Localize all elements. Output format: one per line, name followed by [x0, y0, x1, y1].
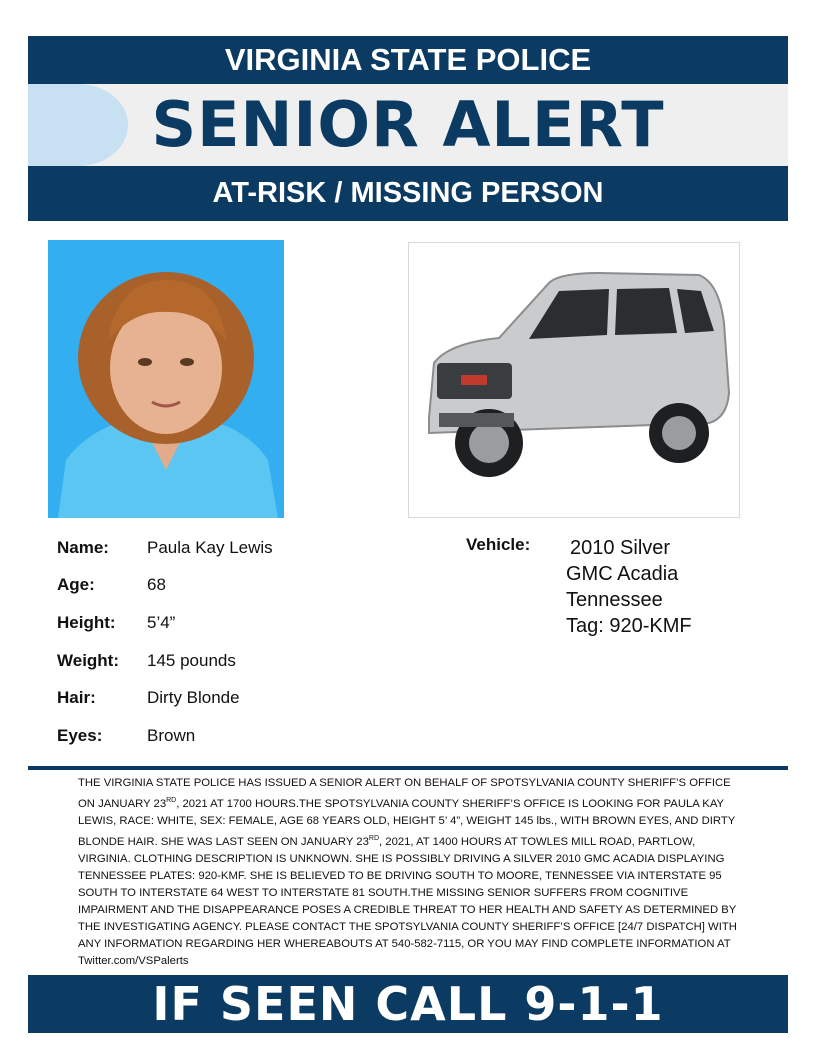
vehicle-label: Vehicle:	[466, 535, 531, 554]
description-part-1: THE VIRGINIA STATE POLICE HAS ISSUED A SENIOR ALERT ON BEHALF OF SPOTSYLVANIA COUNTY SHERIFF’S OFFICE ON JANUARY 23	[78, 777, 731, 810]
description-superscript-1: RD	[166, 797, 177, 804]
name-value: Paula Kay Lewis	[147, 538, 273, 557]
height-value: 5’4”	[147, 613, 176, 632]
age-label: Age:	[57, 575, 95, 594]
hair-label: Hair:	[57, 688, 96, 707]
name-label: Name:	[57, 538, 109, 557]
description-part-2: , 2021 AT 1700 HOURS.THE SPOTSYLVANIA COUNTY SHERIFF’S OFFICE IS LOOKING FOR PAULA KAY LEWIS, RACE: WHITE, SEX: FEMALE, AGE 68 YEARS OLD, HEIGHT 5’ 4”, WEIGHT 145 lbs., WITH BROWN EYES, AND DIRTY BLONDE HAIR. SHE WAS LAST SEEN ON JANUARY 23	[78, 797, 736, 848]
weight-label: Weight:	[57, 651, 120, 670]
section-divider	[28, 766, 788, 770]
person-portrait-icon	[48, 240, 284, 518]
vehicle-line-1: 2010 Silver	[570, 537, 671, 559]
vehicle-photo	[408, 242, 740, 518]
alert-title: SENIOR ALERT	[151, 88, 665, 161]
vehicle-line-4: Tag: 920-KMF	[566, 615, 692, 637]
vehicle-line-2: GMC Acadia	[566, 563, 679, 585]
age-value: 68	[147, 575, 166, 594]
agency-name: VIRGINIA STATE POLICE	[224, 42, 592, 77]
description-part-3: , 2021, AT 1400 HOURS AT TOWLES MILL ROAD, PARTLOW, VIRGINIA. CLOTHING DESCRIPTION IS UNKNOWN. SHE IS POSSIBLY DRIVING A SILVER 2010 GMC ACADIA DISPLAYING TENNESSEE PLATES: 920-KMF. SHE IS BELIEVED TO BE DRIVING SOUTH TO MOORE, TENNESSEE VIA INTERSTATE 95 SOUTH TO INTERSTATE 64 WEST TO INTERSTATE 81 SOUTH.THE MISSING SENIOR SUFFERS FROM COGNITIVE IMPAIRMENT AND THE DISAPPEARANCE POSES A CREDIBLE THREAT TO HER HEALTH AND SAFETY AS DETERMINED BY THE INVESTIGATING AGENCY. PLEASE CONTACT THE SPOTSYLVANIA COUNTY SHERIFF’S OFFICE [24/7 DISPATCH] WITH ANY INFORMATION REGARDING HER WHEREABOUTS AT 540-582-7115, OR YOU MAY FIND COMPLETE INFORMATION AT	[78, 835, 737, 950]
subtitle-banner	[28, 166, 788, 221]
alert-subtitle: AT-RISK / MISSING PERSON	[212, 177, 604, 209]
twitter-link[interactable]: Twitter.com/VSPalerts	[78, 954, 189, 967]
eyes-value: Brown	[147, 726, 196, 745]
weight-value: 145 pounds	[147, 651, 236, 670]
alert-description	[78, 775, 748, 970]
hair-value: Dirty Blonde	[147, 688, 240, 707]
alert-title-banner	[28, 84, 788, 166]
vehicle-line-3: Tennessee	[566, 589, 663, 611]
suv-icon	[409, 243, 739, 517]
call-text: IF SEEN CALL 9-1-1	[152, 977, 664, 1031]
call-banner	[28, 975, 788, 1033]
missing-person-photo	[48, 240, 284, 518]
height-label: Height:	[57, 613, 116, 632]
eyes-label: Eyes:	[57, 726, 103, 745]
agency-banner	[28, 36, 788, 84]
description-superscript-2: RD	[368, 834, 380, 842]
